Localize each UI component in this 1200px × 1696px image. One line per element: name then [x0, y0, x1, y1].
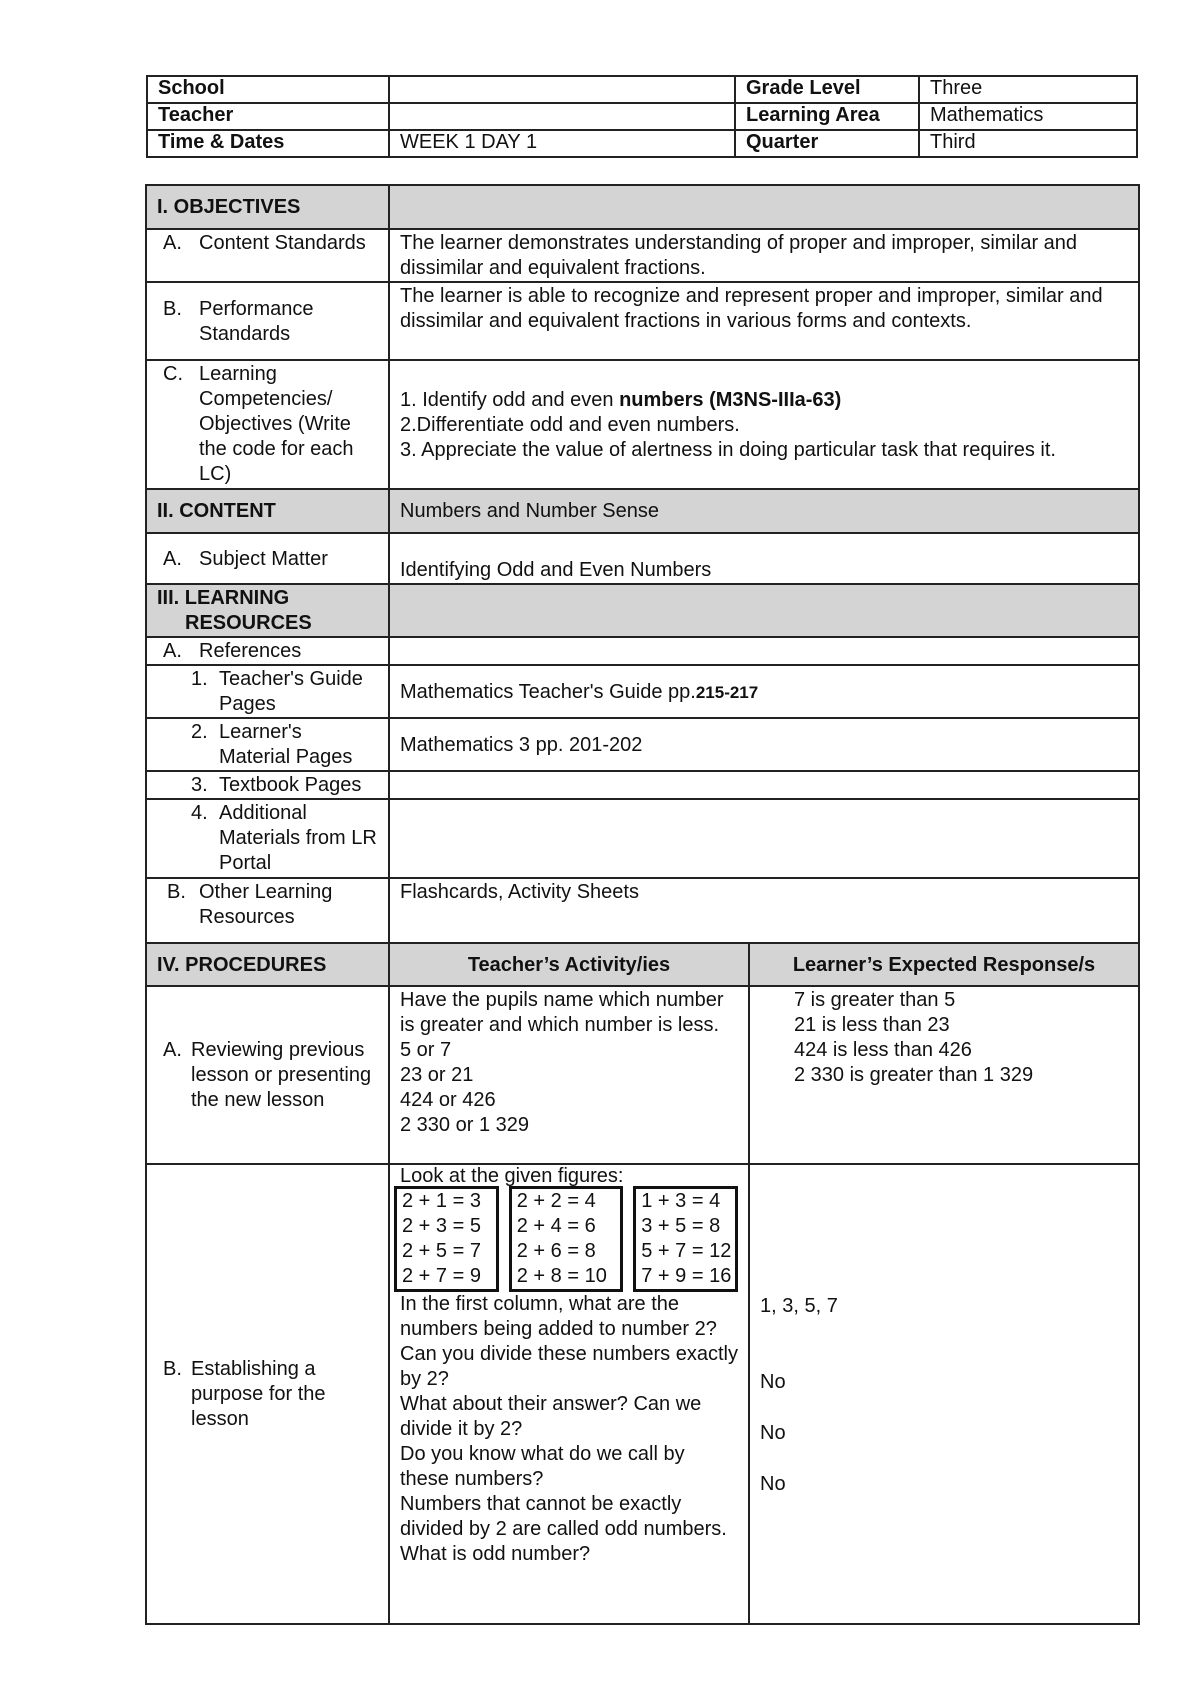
definition-statement: Numbers that cannot be exactly divided by 2 are called odd numbers. [400, 1493, 727, 1540]
teacher-activity-header: Teacher’s Activity/ies [389, 943, 749, 986]
reviewing-learner-response [749, 986, 1139, 1164]
content-title: II. CONTENT [146, 489, 389, 533]
review-instruction: Have the pupils name which number is greater and which number is less. [400, 989, 724, 1036]
establishing-purpose-teacher-activity [389, 1164, 749, 1624]
grade-value: Three [919, 76, 1137, 103]
objectives-header-row [146, 185, 1139, 229]
time-label: Time & Dates [147, 130, 389, 157]
other-resources-label: B. Other Learning Resources [146, 878, 389, 943]
establishing-purpose-learner-response [749, 1164, 1139, 1624]
area-value: Mathematics [919, 103, 1137, 130]
row-marker: A. [163, 232, 182, 254]
textbook-label: 3. Textbook Pages [146, 771, 389, 799]
area-label: Learning Area [735, 103, 919, 130]
answer-3: No [760, 1422, 786, 1444]
addition-box-2: 2 + 2 = 4 2 + 4 = 6 2 + 6 = 8 2 + 8 = 10 [509, 1186, 624, 1292]
review-answer: 424 is less than 426 [794, 1039, 972, 1061]
competencies-text [389, 360, 1139, 489]
row-marker: B. [163, 297, 182, 320]
question-4: Do you know what do we call by these numbers? [400, 1443, 685, 1490]
references-label: A. References [146, 637, 389, 665]
content-standards-label [146, 229, 389, 282]
other-resources-value: Flashcards, Activity Sheets [389, 878, 1139, 943]
content-header-row [146, 489, 1139, 533]
additional-materials-label: 4. Additional Materials from LR Portal [146, 799, 389, 878]
competencies-row [146, 360, 1139, 489]
learners-material-label: 2. Learner's Material Pages [146, 718, 389, 771]
header-row-school [147, 76, 1137, 103]
competencies-label [146, 360, 389, 489]
establishing-purpose-label: B. Establishing a purpose for the lesson [146, 1164, 389, 1624]
row-label: Content Standards [199, 232, 366, 254]
grade-label: Grade Level [735, 76, 919, 103]
quarter-value: Third [919, 130, 1137, 157]
learners-material-value: Mathematics 3 pp. 201-202 [389, 718, 1139, 771]
teachers-guide-value: Mathematics Teacher's Guide pp.215-217 [389, 665, 1139, 718]
question-1: In the first column, what are the numbers being added to number 2? [400, 1293, 717, 1340]
performance-standards-label [146, 282, 389, 360]
question-6: What is odd number? [400, 1543, 591, 1565]
competency-3: 3. Appreciate the value of alertness in doing particular task that requires it. [400, 438, 1056, 461]
review-answer: 2 330 is greater than 1 329 [794, 1064, 1034, 1086]
other-resources-row [146, 878, 1139, 943]
header-table [146, 75, 1138, 158]
header-row-teacher [147, 103, 1137, 130]
review-pair: 424 or 426 [400, 1089, 496, 1111]
learners-material-row [146, 718, 1139, 771]
textbook-value [389, 771, 1139, 799]
question-2: Can you divide these numbers exactly by 2? [400, 1343, 738, 1390]
addition-box-1: 2 + 1 = 3 2 + 3 = 5 2 + 5 = 7 2 + 7 = 9 [394, 1186, 499, 1292]
references-row [146, 637, 1139, 665]
subject-matter-value: Identifying Odd and Even Numbers [389, 533, 1139, 584]
learner-response-header: Learner’s Expected Response/s [749, 943, 1139, 986]
competency-1: 1. Identify odd and even numbers (M3NS-IIIa-63) [400, 388, 842, 411]
time-value: WEEK 1 DAY 1 [389, 130, 735, 157]
answer-1: 1, 3, 5, 7 [760, 1295, 838, 1317]
subject-matter-row [146, 533, 1139, 584]
review-pair: 2 330 or 1 329 [400, 1114, 529, 1136]
lesson-table [145, 184, 1140, 1625]
content-standards-row [146, 229, 1139, 282]
review-pair: 23 or 21 [400, 1064, 474, 1086]
textbook-row [146, 771, 1139, 799]
procedures-title: IV. PROCEDURES [146, 943, 389, 986]
review-answer: 21 is less than 23 [794, 1014, 950, 1036]
reviewing-label: A. Reviewing previous lesson or presenting the new lesson [146, 986, 389, 1164]
figures-intro: Look at the given figures: [400, 1165, 624, 1187]
resources-header-blank [389, 584, 1139, 637]
reviewing-row [146, 986, 1139, 1164]
school-label: School [147, 76, 389, 103]
review-answer: 7 is greater than 5 [794, 989, 956, 1011]
row-label: Performance Standards [199, 297, 314, 345]
answer-2: No [760, 1371, 786, 1393]
additional-materials-row [146, 799, 1139, 878]
school-value [389, 76, 735, 103]
competency-code: numbers (M3NS-IIIa-63) [619, 388, 842, 411]
reviewing-teacher-activity [389, 986, 749, 1164]
objectives-header-blank [389, 185, 1139, 229]
establishing-purpose-row [146, 1164, 1139, 1624]
objectives-title: I. OBJECTIVES [146, 185, 389, 229]
review-pair: 5 or 7 [400, 1039, 452, 1061]
performance-standards-row [146, 282, 1139, 360]
performance-standards-text: The learner is able to recognize and represent proper and improper, similar and dissimilar and equivalent fractions in various forms and contexts. [389, 282, 1139, 360]
row-label: Learning Competencies/ Objectives (Write the code for each LC) [199, 363, 354, 485]
competency-2: 2.Differentiate odd and even numbers. [400, 413, 740, 436]
teacher-label: Teacher [147, 103, 389, 130]
resources-title: III. LEARNING RESOURCES [146, 584, 389, 637]
teacher-value [389, 103, 735, 130]
content-standards-text: The learner demonstrates understanding of proper and improper, similar and dissimilar and equivalent fractions. [389, 229, 1139, 282]
header-row-time [147, 130, 1137, 157]
content-value: Numbers and Number Sense [389, 489, 1139, 533]
additional-materials-value [389, 799, 1139, 878]
resources-header-row [146, 584, 1139, 637]
references-blank [389, 637, 1139, 665]
quarter-label: Quarter [735, 130, 919, 157]
subject-matter-label: A. Subject Matter [146, 533, 389, 584]
row-marker: C. [163, 363, 183, 385]
teachers-guide-row [146, 665, 1139, 718]
addition-figures [394, 1186, 738, 1292]
addition-box-3: 1 + 3 = 4 3 + 5 = 8 5 + 7 = 12 7 + 9 = 16 [633, 1186, 738, 1292]
question-3: What about their answer? Can we divide it by 2? [400, 1393, 702, 1440]
teachers-guide-label: 1. Teacher's Guide Pages [146, 665, 389, 718]
procedures-header-row [146, 943, 1139, 986]
answer-4: No [760, 1473, 786, 1495]
